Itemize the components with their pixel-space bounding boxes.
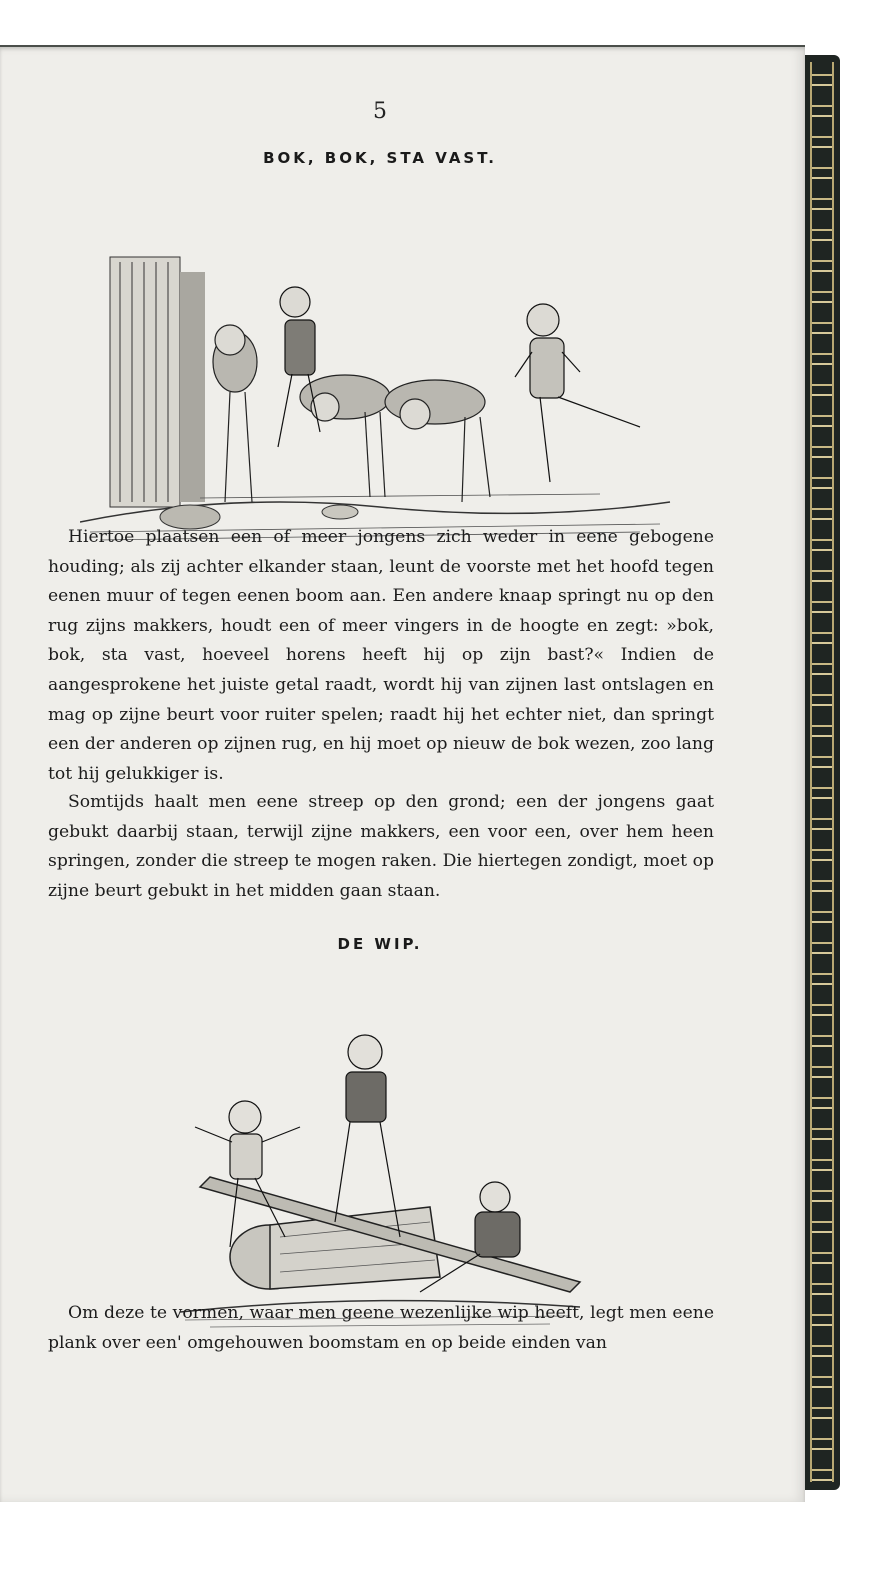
paragraph: Om deze te vormen, waar men geene wezenlijke wip heeft, legt men eene plank over een' omgehouwen boomstam en op beide einden van [48,1303,714,1353]
section-text-wip-p1 [48,1299,714,1358]
section-text-bok-p1 [48,523,714,789]
section-text-bok-p2 [48,788,714,906]
section-heading-wip: DE WIP. [337,935,423,953]
paragraph: Somtijds haalt men eene streep op den grond; een der jongens gaat gebukt daarbij staan, terwijl zijne makkers, een voor een, over hem heen springen, zonder die streep te mogen raken. Die hiertegen zondigt, moet op zijne beurt gebukt in het midden gaan staan. [48,792,714,901]
section-heading-bok: BOK, BOK, STA VAST. [263,149,497,167]
gilt-border-decoration [810,62,834,1482]
leapfrog-engraving-icon [80,202,680,552]
page-number: 5 [373,99,387,124]
paragraph: Hiertoe plaatsen een of meer jongens zich weder in eene gebogene houding; als zij achter elkander staan, leunt de voorste met het hoofd tegen eenen muur of tegen eenen boom aan. Een andere knaap springt nu op den rug zijns makkers, houdt een of meer vingers in de hoogte en zegt: »bok, bok, sta vast, hoeveel horens heeft hij op zijn bast?« Indien de aangesprokene het juiste getal raadt, wordt hij van zijnen last ontslagen en mag op zijne beurt voor ruiter spelen; raadt hij het echter niet, dan springt een der anderen op zijnen rug, en hij moet op nieuw de bok wezen, zoo lang tot hij gelukkiger is. [48,527,714,784]
book-page [0,45,805,1502]
seesaw-engraving-icon [170,992,590,1337]
